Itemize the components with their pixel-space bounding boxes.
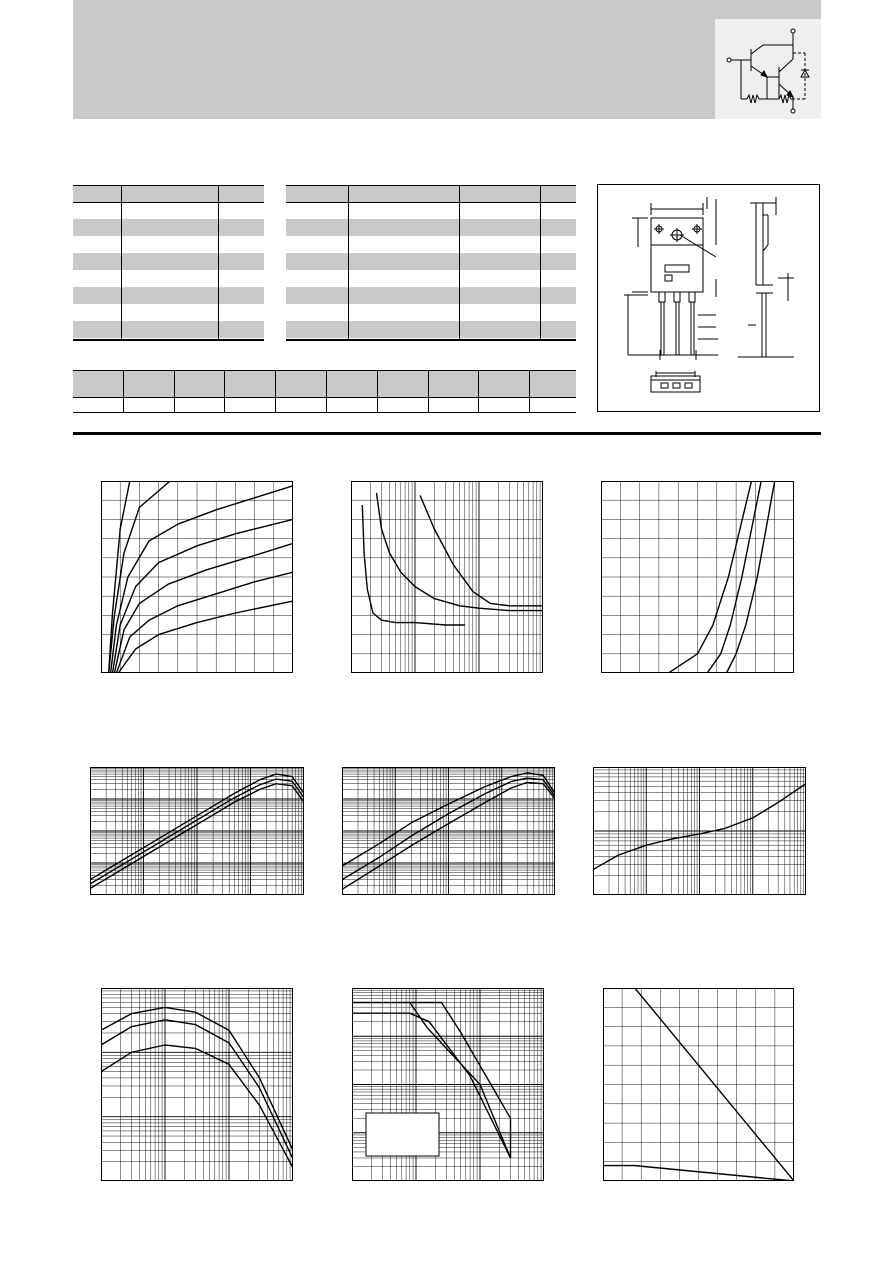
package-drawing-icon [598,185,821,413]
ratings-table [73,185,264,341]
plot-g6-svg [593,767,806,895]
plot-g2-svg [351,481,543,673]
plot-frame [102,989,293,1181]
plot-g3-svg [601,481,794,673]
plot-g7 [101,988,293,1181]
plot-g9 [603,988,794,1181]
electrical-characteristics-table [286,185,576,341]
plot-g4 [90,767,304,895]
plot-g7-svg [101,988,293,1181]
classification-header-row [73,370,576,397]
ratings-row-shaded [73,287,264,304]
ratings-row-shaded [73,219,264,236]
plot-g8-svg [352,988,544,1181]
electrical-row-shaded [286,219,576,236]
header-band [73,0,821,119]
legend-box [366,1113,439,1156]
electrical-row-shaded [286,321,576,338]
plot-g9-svg [603,988,794,1181]
electrical-row-shaded [286,253,576,270]
plot-g4-svg [90,767,304,895]
plot-g8 [352,988,544,1181]
ratings-header-row [73,185,264,202]
plot-g1-svg [101,481,293,673]
plot-g2 [351,481,543,673]
darlington-symbol-icon [715,19,821,119]
package-outline-drawing [597,184,820,412]
plot-g6 [593,767,806,895]
ratings-row-shaded [73,253,264,270]
plot-g5-svg [342,767,555,895]
classification-table [73,370,576,414]
electrical-header-row [286,185,576,202]
plot-g5 [342,767,555,895]
circuit-symbol [715,19,821,119]
section-divider [73,432,821,435]
plot-g3 [601,481,794,673]
ratings-row-shaded [73,321,264,338]
plot-g1 [101,481,293,673]
electrical-row-shaded [286,287,576,304]
